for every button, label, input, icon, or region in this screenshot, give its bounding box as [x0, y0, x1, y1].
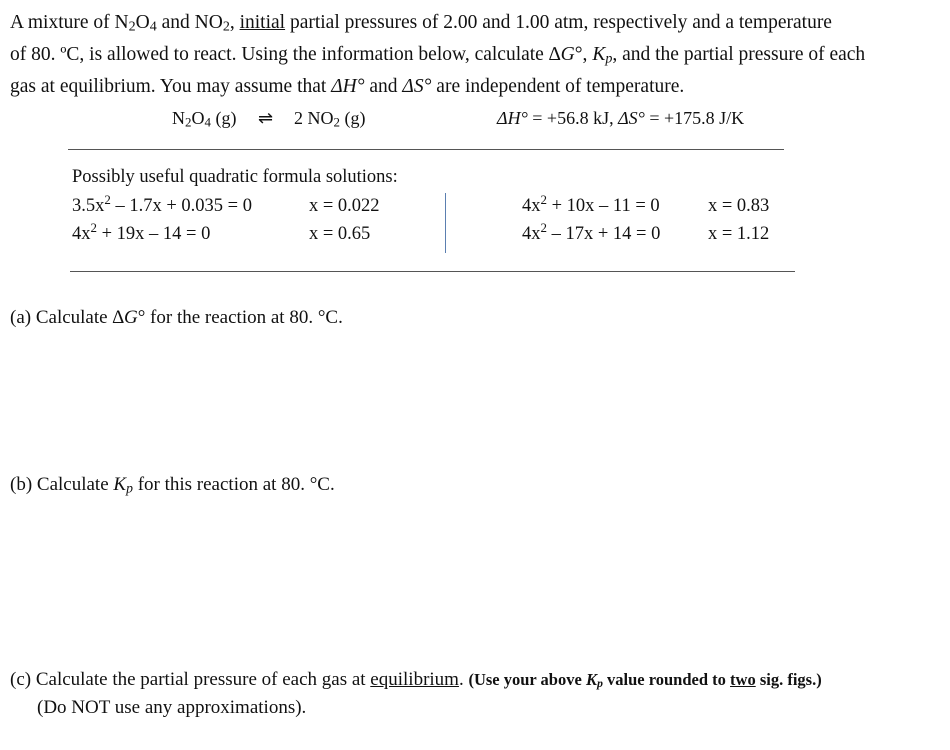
quadratic-solution-2: x = 0.65 — [309, 224, 371, 244]
text: = +175.8 J/K — [644, 108, 745, 128]
divider-top — [68, 149, 784, 150]
subscript: p — [596, 676, 603, 691]
question-a — [10, 307, 343, 329]
italic-text: ΔH° — [331, 76, 365, 98]
quadratic-solution-4: x = 1.12 — [708, 224, 770, 244]
text: O — [191, 108, 205, 128]
text: 4x — [522, 196, 541, 216]
text: of 80. ºC, is allowed to react. Using the information below, calculate ∆ — [10, 44, 561, 66]
question-c-line-2: (Do NOT use any approximations). — [37, 697, 307, 718]
text: N — [172, 108, 185, 128]
text: (a) Calculate ∆ — [10, 307, 124, 328]
text: for this reaction at 80. °C. — [132, 474, 335, 495]
question-b — [10, 474, 335, 496]
text: °, — [574, 44, 593, 66]
text: 4x — [72, 224, 91, 244]
text: – 1.7x + 0.035 = 0 — [110, 196, 252, 216]
subscript: p — [605, 50, 613, 67]
subscript: 4 — [149, 18, 157, 35]
superscript: 2 — [104, 191, 111, 207]
italic-text: ΔS° — [618, 108, 645, 128]
text: O — [135, 12, 150, 33]
text: , — [229, 12, 240, 33]
text: , and the partial pressure of each — [612, 44, 866, 66]
question-c — [10, 669, 822, 691]
text: and — [364, 76, 403, 98]
italic-text: ΔS° — [402, 76, 432, 98]
text: gas at equilibrium. You may assume that — [10, 76, 332, 98]
subscript: 4 — [204, 114, 211, 130]
text: = +56.8 kJ, — [527, 108, 619, 128]
text: 2 NO — [294, 108, 334, 128]
quadratic-equation-2 — [72, 219, 211, 245]
text: (g) — [339, 108, 366, 128]
problem-statement — [10, 9, 865, 101]
text: . — [458, 669, 469, 690]
reaction-products — [294, 108, 365, 130]
text: (Use your above — [468, 670, 586, 689]
divider-bottom — [70, 271, 795, 272]
text: + 10x – 11 = 0 — [546, 196, 660, 216]
rounding-note — [468, 670, 821, 689]
italic-text: G — [123, 307, 138, 328]
text: ° for the reaction at 80. °C. — [137, 307, 343, 328]
text: 4x — [522, 224, 541, 244]
thermo-values — [497, 108, 744, 129]
column-divider — [445, 193, 446, 253]
quadratic-equation-3 — [522, 191, 660, 217]
reaction-equation — [172, 108, 236, 130]
superscript: 2 — [540, 191, 547, 207]
subscript: 2 — [185, 114, 192, 130]
text: – 17x + 14 = 0 — [546, 224, 661, 244]
text: partial pressures of 2.00 and 1.00 atm, respectively and a temperature — [285, 12, 832, 33]
quadratic-equation-4 — [522, 219, 661, 245]
equilibrium-arrow-icon — [258, 108, 273, 129]
underlined-text: two — [730, 670, 756, 689]
intro-line-1 — [10, 9, 865, 41]
italic-text: ΔH° — [497, 108, 528, 128]
subscript: 2 — [128, 18, 136, 35]
quadratic-equation-1 — [72, 191, 252, 217]
italic-text: K — [592, 44, 606, 66]
subscript: p — [126, 480, 133, 496]
underlined-text: initial — [239, 12, 286, 33]
superscript: 2 — [90, 219, 97, 235]
intro-line-3 — [10, 73, 865, 101]
text: A mixture of N — [10, 12, 129, 33]
text: value rounded to — [602, 670, 731, 689]
superscript: 2 — [540, 219, 547, 235]
underlined-text: equilibrium — [370, 669, 459, 690]
text: + 19x – 14 = 0 — [96, 224, 211, 244]
text: sig. figs.) — [755, 670, 822, 689]
text: (g) — [210, 108, 237, 128]
text: (c) Calculate the partial pressure of each gas at — [10, 669, 371, 690]
text: 3.5x — [72, 196, 105, 216]
text: are independent of temperature. — [431, 76, 685, 98]
italic-text: G — [560, 44, 575, 66]
subscript: 2 — [222, 18, 230, 35]
arrow: ⇌ — [258, 108, 274, 128]
subscript: 2 — [333, 114, 340, 130]
italic-text: K — [113, 474, 127, 495]
quadratic-solution-1: x = 0.022 — [309, 196, 380, 216]
quadratic-solution-3: x = 0.83 — [708, 196, 770, 216]
text: (b) Calculate — [10, 474, 114, 495]
quadratic-heading: Possibly useful quadratic formula solutions: — [72, 167, 398, 187]
italic-text: K — [585, 670, 597, 689]
intro-line-2 — [10, 41, 865, 73]
text: and NO — [156, 12, 223, 33]
